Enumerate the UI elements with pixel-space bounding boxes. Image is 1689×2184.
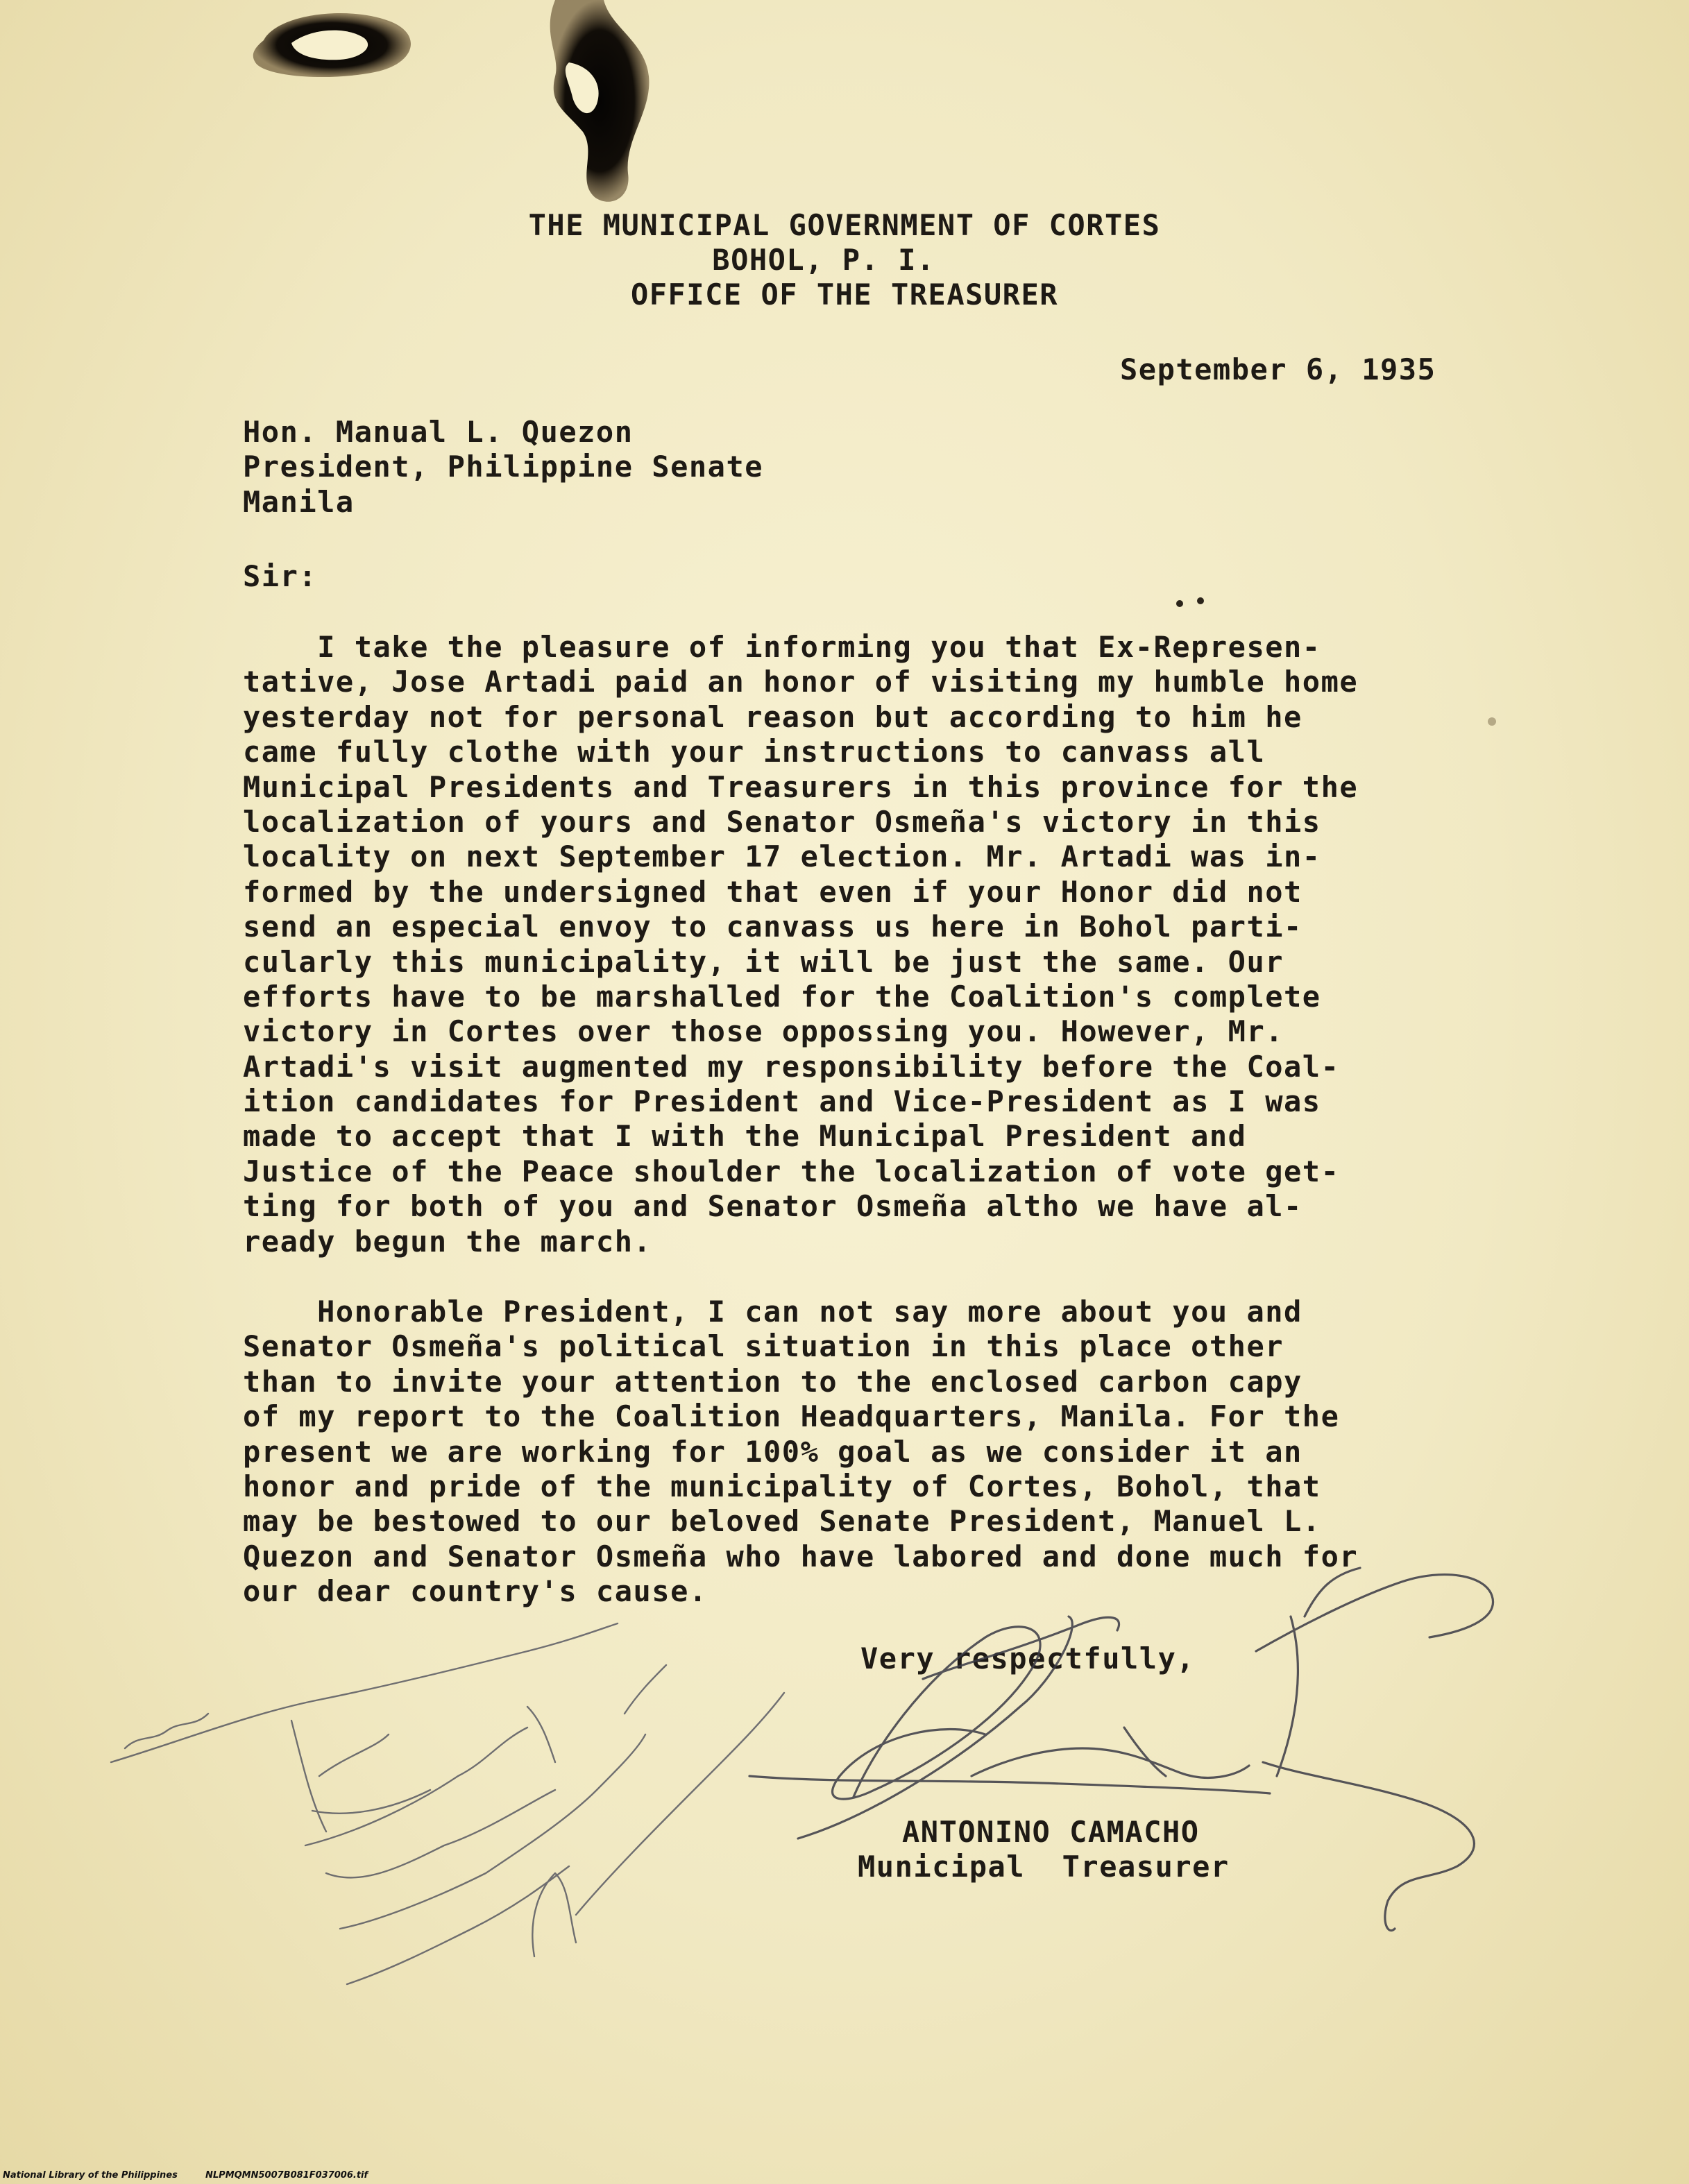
paragraph-line: localization of yours and Senator Osmeña's victory in this [243,804,1321,839]
letter-date: September 6, 1935 [1120,352,1436,386]
letterhead-line-3: OFFICE OF THE TREASURER [630,278,1059,312]
archive-footer-left: National Library of the Philippines [3,2170,178,2181]
paragraph-line: honor and pride of the municipality of Cortes, Bohol, that [243,1469,1321,1503]
paragraph-line: present we are working for 100% goal as we consider it an [243,1434,1302,1469]
paragraph-line: came fully clothe with your instructions to canvass all [243,735,1266,769]
paragraph-line: tative, Jose Artadi paid an honor of visiting my humble home [243,665,1359,699]
letterhead-line-2: BOHOL, P. I. [712,243,935,277]
paragraph-line: efforts have to be marshalled for the Coalition's complete [243,979,1321,1014]
signer-title: Municipal Treasurer [858,1850,1230,1884]
paragraph-line: may be bestowed to our beloved Senate President, Manuel L. [243,1504,1321,1539]
paragraph-line: locality on next September 17 election. Mr. Artadi was in- [243,839,1321,874]
paragraph-line: Senator Osmeña's political situation in this place other [243,1329,1284,1364]
archive-footer-right: NLPMQMN5007B081F037006.tif [205,2170,368,2181]
paragraph-line: ition candidates for President and Vice-President as I was [243,1084,1321,1119]
addressee-line: Hon. Manual L. Quezon [243,415,634,449]
signer-name: ANTONINO CAMACHO [902,1815,1200,1849]
paragraph-line: Municipal Presidents and Treasurers in this province for the [243,769,1359,804]
paragraph-line: yesterday not for personal reason but according to him he [243,699,1302,734]
paragraph-line: ting for both of you and Senator Osmeña altho we have al- [243,1189,1302,1224]
closing: Very respectfully, [860,1641,1196,1675]
salutation: Sir: [243,559,318,593]
paragraph-line: ready begun the march. [243,1224,652,1259]
paragraph-line: I take the pleasure of informing you that Ex-Represen- [243,630,1321,664]
paragraph-line: of my report to the Coalition Headquarters, Manila. For the [243,1399,1340,1434]
paragraph-line: Artadi's visit augmented my responsibility before the Coal- [243,1049,1340,1084]
paragraph-line: Quezon and Senator Osmeña who have labored and done much for [243,1539,1359,1573]
addressee-line: Manila [243,484,355,519]
paragraph-line: Justice of the Peace shoulder the localization of vote get- [243,1154,1340,1188]
addressee-line: President, Philippine Senate [243,450,764,484]
paragraph-line: cularly this municipality, it will be just the same. Our [243,944,1284,979]
paragraph-line: Honorable President, I can not say more about you and [243,1295,1302,1329]
letterhead-line-1: THE MUNICIPAL GOVERNMENT OF CORTES [528,208,1161,242]
paragraph-line: victory in Cortes over those oppossing you. However, Mr. [243,1014,1284,1049]
paragraph-line: than to invite your attention to the enclosed carbon capy [243,1364,1302,1399]
paragraph-line: our dear country's cause. [243,1574,708,1609]
paragraph-line: formed by the undersigned that even if your Honor did not [243,874,1302,909]
margin-notes-scribble [111,1623,784,1984]
paragraph-line: send an especial envoy to canvass us here in Bohol parti- [243,910,1302,944]
paragraph-line: made to accept that I with the Municipal President and [243,1119,1247,1154]
